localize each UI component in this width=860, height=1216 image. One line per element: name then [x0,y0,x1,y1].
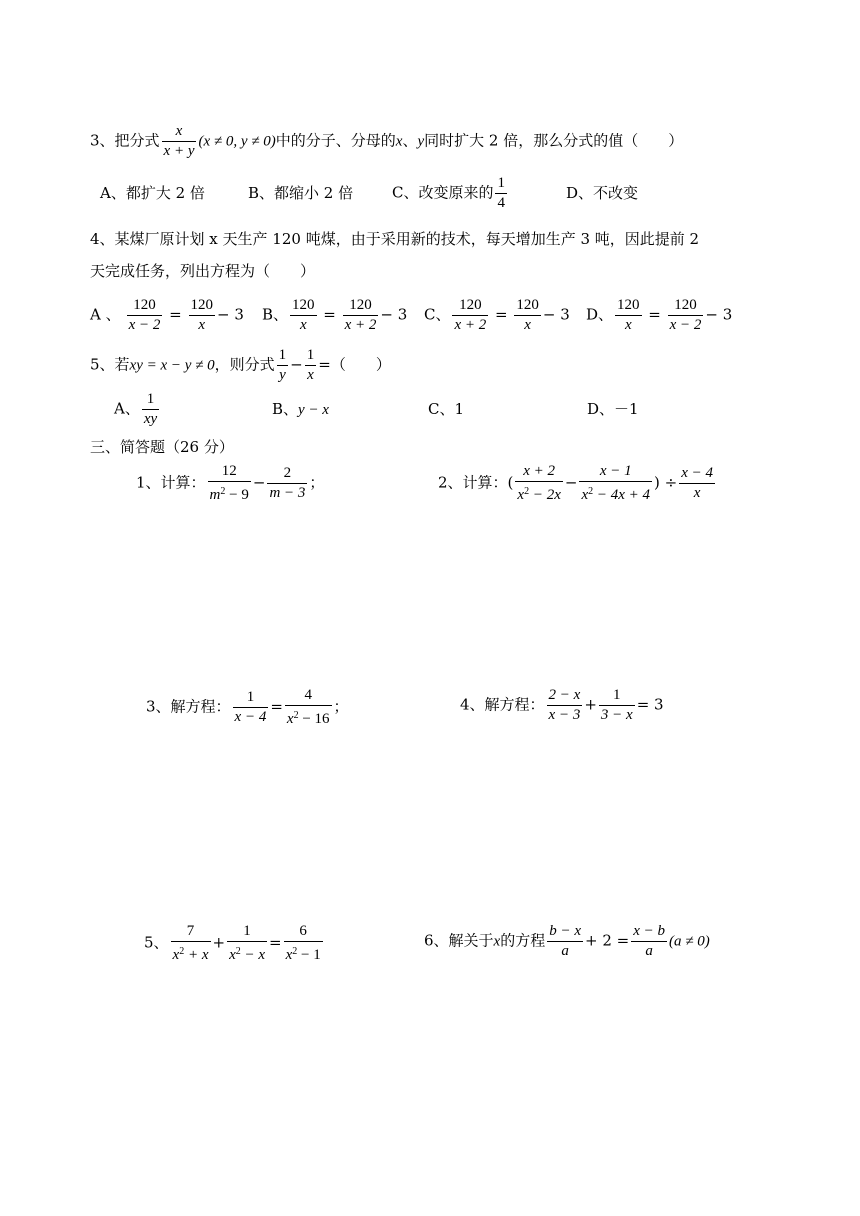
p6-mid: 的方程 [500,931,546,950]
p6-d2: a [645,943,653,959]
p4-end: = 3 [636,695,664,714]
problem-3-frac-1 [233,688,269,727]
p2-d2-tail: − 4x + 4 [593,487,651,503]
p1-n1: 12 [208,462,251,482]
p5-d2: x [229,947,236,963]
q4-line2: 天完成任务，列出方程为（ ） [90,262,316,280]
q5-option-b-value: y − x [298,402,329,418]
problem-6 [424,922,710,961]
p5-n3: 6 [284,922,323,942]
p1-n2: 2 [267,464,307,484]
p2-d3: x [693,485,701,501]
p1-d1: m [209,487,221,503]
problem-2 [438,462,717,505]
q4-a-rn: 120 [189,296,216,316]
p6-op: + 2 = [585,931,630,950]
problem-3-frac-2 [285,686,332,729]
q3-option-a: A、都扩大 2 倍 [100,184,205,202]
q4-c-rn: 120 [514,296,541,316]
p3-n1: 1 [233,688,269,708]
p2-d2: x [581,487,589,503]
q5-f1-den: y [279,367,286,383]
q3-option-c [392,174,509,213]
q5-condition: xy = x − y ≠ 0 [129,357,215,374]
q5-option-c: C、1 [428,400,465,418]
section-heading: 三、简答题（26 分） [90,438,234,456]
p6-condition: (a ≠ 0) [669,933,710,950]
q3-sep: 、 [402,131,418,150]
p6-n2: x − b [631,922,667,942]
p4-op: + [584,695,597,714]
q3-fraction [162,122,197,161]
q5-minus: − [290,355,303,374]
p6-d1: a [561,943,569,959]
p4-n1: 2 − x [547,686,583,706]
q5-f1-num: 1 [277,346,289,366]
q5-stem [90,346,391,385]
q3-text-mid: 中的分子、分母的 [275,131,396,150]
problem-3-label: 3、解方程： [146,697,231,716]
q4-line1: 4、某煤厂原计划 x 天生产 120 吨煤，由于采用新的技术，每天增加生产 3 吨，因此提前 2 [90,230,700,248]
q4-a-tail: − 3 [217,305,244,324]
p5-op: + [212,933,226,952]
p6-n1: b − x [547,922,583,942]
q3-option-d: D、不改变 [566,184,639,202]
q4-b-ln: 120 [290,296,317,316]
q4-option-d-label: D、 [586,305,614,324]
p3-d2: x [286,711,294,727]
p4-d1: x − 3 [548,707,581,723]
q3-text-end: 同时扩大 2 倍，那么分式的值（ ） [424,131,684,150]
problem-1-frac-2 [267,464,307,503]
problem-2-frac-1 [515,462,562,505]
q5-option-a-num: 1 [142,390,159,410]
p5-d3-tail: − 1 [297,947,321,963]
p5-d1-tail: + x [184,947,209,963]
q5-option-b-label: B、 [272,400,299,418]
q4-b-tail: − 3 [380,305,408,324]
q5-frac-1 [277,346,289,385]
q4-option-b: B、 $\frac{120}{x}$ = $\frac{120}{x + 2}$ − 3 [262,297,408,333]
q4-c-ln: 120 [452,296,488,316]
p1-end: ； [309,473,325,492]
q4-option-c-label: C、 [424,305,451,324]
p1-d1-tail: − 9 [225,487,249,503]
q3-option-b: B、都缩小 2 倍 [248,184,354,202]
q4-a-ln: 120 [127,296,163,316]
q3-frac-den: x + y [163,143,195,159]
q4-b-rn: 120 [343,296,379,316]
q4-c-left-frac [452,296,488,335]
q4-a-right-frac [189,296,216,335]
q4-b-left-frac [290,296,317,335]
q4-d-ln: 120 [615,296,642,316]
p3-d2-exp: 2 [293,710,299,721]
problem-4 [460,686,664,725]
q4-b-ld: x [299,317,307,333]
p5-n2: 1 [227,922,267,942]
p3-n2: 4 [285,686,332,706]
q3-condition: (x ≠ 0, y ≠ 0) [198,133,276,150]
problem-5-label: 5、 [144,933,169,952]
q5-option-a-frac [142,390,159,429]
q5-option-d: D、－1 [587,400,639,418]
problem-2-frac-3 [679,464,715,503]
q5-f2-num: 1 [305,346,317,366]
q5-frac-2 [305,346,317,385]
p2-open: ( [507,473,514,492]
q4-option-b-label: B、 [262,305,289,324]
problem-5-frac-3 [284,922,323,965]
p1-d1-exp: 2 [220,486,226,497]
p4-d2: 3 − x [600,707,633,723]
q4-b-right-frac [343,296,379,335]
problem-5 [144,922,325,965]
problem-1-label: 1、计算： [136,473,206,492]
p2-n3: x − 4 [679,464,715,484]
problem-4-frac-2 [599,686,635,725]
q5-mid: ，则分式 [214,355,275,374]
q5-f2-den: x [307,367,314,383]
p2-n1: x + 2 [515,462,562,482]
p4-n2: 1 [599,686,635,706]
p1-d2: m − 3 [269,485,306,501]
problem-1 [136,462,324,505]
problem-4-frac-1 [547,686,583,725]
p5-d2-tail: − x [240,947,266,963]
q3-stem [90,122,683,161]
p5-n1: 7 [171,922,211,942]
q4-d-rn: 120 [668,296,704,316]
problem-6-frac-2 [631,922,667,961]
q3-option-c-den: 4 [497,195,505,211]
p2-close: ) ÷ [654,473,678,492]
p1-op: − [252,473,266,492]
p5-d1-exp: 2 [179,946,185,957]
p2-op: − [564,473,578,492]
q4-option-a-label: A 、 [90,305,121,324]
q3-option-c-prefix: C、改变原来的 [392,183,494,202]
p3-d2-tail: − 16 [298,711,330,727]
p3-end: ； [333,697,349,716]
p2-n2: x − 1 [579,462,652,482]
p2-d1-exp: 2 [524,486,530,497]
q4-d-right-frac [668,296,704,335]
problem-4-label: 4、解方程： [460,695,545,714]
q4-option-a: A 、 $\frac{120}{x - 2}$ = $\frac{120}{x}$ − 3 [90,297,244,333]
p2-d2-exp: 2 [588,486,594,497]
q5-option-a-den: xy [143,411,158,427]
p3-eq: = [270,697,283,716]
p5-d3-exp: 2 [292,946,298,957]
p2-d1: x [517,487,525,503]
q4-a-left-frac [127,296,163,335]
q5-option-a-label: A、 [114,399,140,418]
q4-option-c: C、 $\frac{120}{x + 2}$ = $\frac{120}{x}$ − 3 [424,297,570,333]
q3-frac-num: x [162,122,197,142]
q5-prefix: 5、若 [90,355,130,374]
problem-2-frac-2 [579,462,652,505]
p5-d1: x [172,947,180,963]
p3-d1: x − 4 [234,709,267,725]
q3-var-y: y [417,133,425,150]
q4-c-right-frac [514,296,541,335]
problem-1-frac-1 [208,462,251,505]
problem-3 [146,686,349,729]
p5-d3: x [285,947,293,963]
q4-b-rd: x + 2 [344,317,377,333]
problem-2-label: 2、计算： [438,473,508,492]
q5-option-a [114,390,161,429]
q3-prefix: 3、把分式 [90,131,160,150]
q4-option-d: D、 $\frac{120}{x}$ = $\frac{120}{x - 2}$ − 3 [586,297,733,333]
q3-var-x: x [395,133,403,150]
problem-5-frac-2 [227,922,267,965]
problem-6-label: 6、解关于 [424,931,494,950]
q4-d-rd: x − 2 [669,317,702,333]
q4-a-ld: x − 2 [128,317,161,333]
q4-c-rd: x [524,317,531,333]
q3-option-c-fraction [495,174,507,213]
p5-eq: = [269,933,282,952]
q3-option-c-num: 1 [495,174,507,194]
problem-6-frac-1 [547,922,583,961]
q5-end: =（ ） [318,355,391,374]
q5-option-b [272,398,329,421]
p6-var: x [493,933,501,950]
p2-d1-tail: − 2x [529,487,561,503]
problem-5-frac-1 [171,922,211,965]
q4-d-ld: x [624,317,632,333]
q4-c-ld: x + 2 [454,317,487,333]
q4-a-rd: x [198,317,206,333]
q4-c-tail: − 3 [542,305,570,324]
p5-d2-exp: 2 [235,946,241,957]
q4-d-left-frac [615,296,642,335]
q4-d-tail: − 3 [705,305,733,324]
